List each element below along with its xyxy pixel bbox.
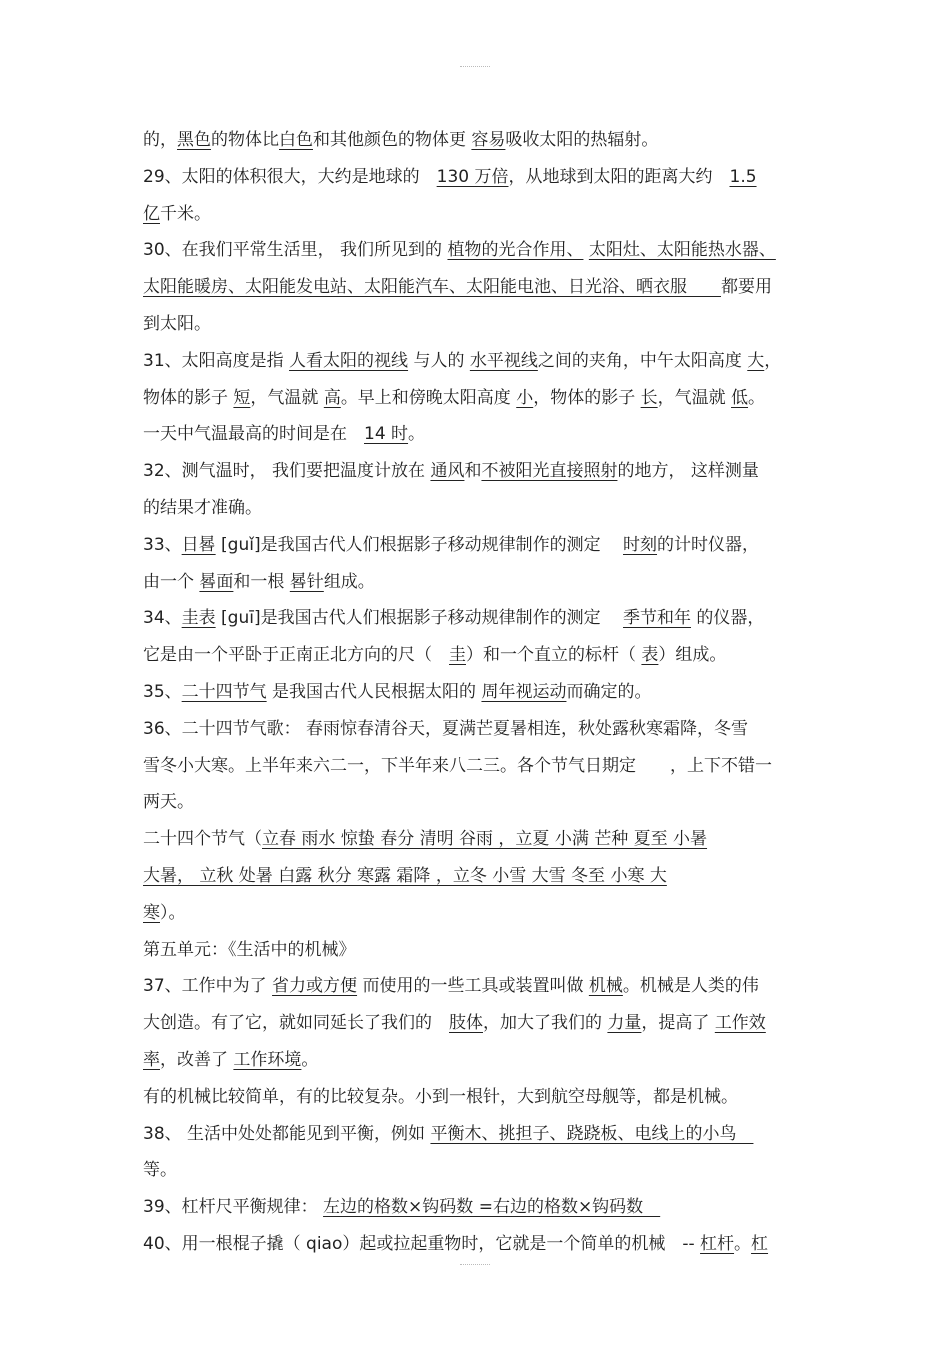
text-line — [143, 564, 807, 601]
text-line — [143, 1042, 807, 1079]
plain-text: 而确定的。 — [566, 681, 652, 702]
header-dots — [460, 66, 490, 69]
footer-dots — [460, 1264, 490, 1267]
plain-text: ，提高了 — [641, 1013, 715, 1034]
document-body — [143, 122, 807, 1263]
plain-text: 35、 — [143, 681, 182, 702]
line-text — [143, 1197, 660, 1217]
answer-text: 省力或方便 — [272, 976, 358, 997]
plain-text: ）和一个直立的标杆（ — [466, 645, 642, 666]
answer-text: 工作环境 — [233, 1049, 302, 1070]
answer-text: 机械 — [588, 976, 623, 997]
answer-text: 长 — [640, 387, 658, 408]
answer-text: 太阳灶、太阳能热水器、 — [588, 240, 776, 261]
answer-text: 植物的光合作用、 — [447, 240, 584, 261]
plain-text: 30、在我们平常生活里， 我们所见到的 — [143, 240, 448, 261]
answer-text: 亿 — [143, 203, 160, 224]
answer-text: 圭 — [449, 645, 466, 666]
plain-text: 和其他颜色的物体更 — [313, 130, 472, 150]
answer-text: 高 — [323, 387, 341, 408]
plain-text: 的计时仪器， — [657, 534, 760, 555]
plain-text: 的， — [143, 130, 177, 150]
answer-text: 130 万倍 — [436, 166, 509, 187]
plain-text: 的物体比 — [211, 130, 279, 150]
answer-text: 周年视运动 — [481, 681, 567, 702]
plain-text: ，加大了我们的 — [483, 1013, 608, 1034]
answer-text: 表 — [641, 645, 659, 666]
line-text — [143, 858, 667, 895]
answer-text: 率 — [143, 1049, 160, 1070]
text-line — [143, 968, 807, 1005]
text-line — [143, 748, 807, 785]
plain-text: 。 — [748, 387, 766, 408]
text-line — [143, 269, 807, 306]
plain-text: [guī]是我国古代人们根据影子移动规律制作的测定 — [215, 608, 624, 629]
plain-text: 。早上和傍晚太阳高度 — [340, 387, 517, 408]
text-line — [143, 1005, 807, 1042]
plain-text: 34、 — [143, 608, 182, 629]
answer-text: 季节和年 — [623, 608, 692, 629]
plain-text: 物体的影子 — [143, 387, 234, 408]
plain-text: ）。 — [160, 902, 186, 923]
answer-text: 人看太阳的视线 — [289, 350, 409, 371]
line-text — [143, 204, 211, 224]
text-line — [143, 674, 807, 711]
plain-text: 雪冬小大寒。上半年来六二一，下半年来八二三。各个节气日期定 ，上下不错一 — [143, 755, 772, 776]
plain-text: 37、工作中为了 — [143, 976, 273, 997]
plain-text: 38、 生活中处处都能见到平衡，例如 — [143, 1123, 431, 1144]
line-text — [143, 645, 726, 665]
answer-text: 杠杆 — [700, 1233, 735, 1254]
plain-text: 31、太阳高度是指 — [143, 350, 290, 371]
plain-text: 大创造。有了它，就如同延长了我们的 — [143, 1013, 449, 1034]
line-text — [143, 608, 764, 628]
plain-text: 一天中气温最高的时间是在 — [143, 424, 364, 445]
text-line — [143, 711, 807, 748]
plain-text: 它是由一个平卧于正南正北方向的尺（ — [143, 645, 449, 666]
plain-text: 的仪器， — [691, 608, 765, 629]
answer-text: 水平视线 — [469, 350, 538, 371]
text-line — [143, 821, 807, 858]
plain-text: 有的机械比较简单，有的比较复杂。小到一根针，大到航空母舰等，都是机械。 — [143, 1086, 738, 1107]
plain-text: ）组成。 — [658, 645, 727, 666]
plain-text: 等。 — [143, 1160, 177, 1181]
answer-text: 时刻 — [623, 534, 658, 555]
text-line — [143, 1116, 807, 1153]
text-line — [143, 637, 807, 674]
plain-text: 吸收太阳的热辐射。 — [505, 130, 659, 150]
answer-text: 大 — [747, 350, 765, 371]
text-line — [143, 122, 807, 159]
answer-text: 14 时 — [364, 424, 409, 445]
line-text — [143, 903, 186, 923]
line-text — [143, 1005, 766, 1042]
line-text — [143, 453, 759, 490]
line-text — [143, 940, 356, 960]
line-text — [143, 343, 781, 380]
text-line — [143, 416, 807, 453]
plain-text: 和 — [464, 461, 482, 482]
line-text — [143, 498, 262, 518]
answer-text: 晷面 — [199, 571, 234, 592]
answer-text: 日晷 — [181, 534, 216, 555]
plain-text: 第五单元：《生活中的机械》 — [143, 939, 356, 960]
plain-text: ，气温就 — [657, 387, 732, 408]
text-line — [143, 784, 807, 821]
line-text — [143, 1226, 768, 1263]
text-line — [143, 1226, 807, 1263]
answer-text: 平衡木、挑担子、跷跷板、电线上的小鸟 — [430, 1123, 754, 1144]
line-text — [143, 130, 658, 150]
answer-text: 1.5 — [729, 166, 757, 187]
answer-text: 太阳能暖房、太阳能发电站、太阳能汽车、太阳能电池、日光浴、晒衣服 — [143, 277, 721, 298]
line-text — [143, 821, 707, 858]
answer-text: 杠 — [751, 1233, 769, 1254]
plain-text: 。 — [734, 1233, 752, 1254]
plain-text: ，改善了 — [160, 1049, 234, 1070]
text-line — [143, 232, 807, 269]
answer-text: 力量 — [607, 1013, 642, 1034]
answer-text: 左边的格数×钩码数 =右边的格数×钩码数 — [323, 1197, 661, 1218]
line-text — [143, 1087, 738, 1107]
plain-text: ， — [764, 350, 782, 371]
answer-text: 大暑， 立秋 处暑 白露 秋分 寒露 霜降 ，立冬 小雪 大雪 冬至 小寒 大 — [143, 865, 667, 886]
line-text — [143, 1050, 318, 1070]
plain-text: 29、太阳的体积很大，大约是地球的 — [143, 166, 437, 187]
line-text — [143, 1124, 753, 1144]
text-line — [143, 527, 807, 564]
answer-text: 通风 — [430, 461, 465, 482]
text-line — [143, 1079, 807, 1116]
text-line — [143, 343, 807, 380]
text-line — [143, 380, 807, 417]
answer-text: 不被阳光直接照射 — [481, 461, 618, 482]
plain-text: ，物体的影子 — [533, 387, 641, 408]
plain-text: 与人的 — [408, 350, 470, 371]
plain-text: 。 — [408, 424, 426, 445]
answer-text: 立春 雨水 惊蛰 春分 清明 谷雨 ，立夏 小满 芒种 夏至 小暑 — [262, 829, 708, 850]
plain-text: 。 — [301, 1049, 319, 1070]
text-line — [143, 932, 807, 969]
line-text — [143, 968, 759, 1005]
text-line — [143, 196, 807, 233]
line-text — [143, 314, 211, 334]
plain-text: 组成。 — [323, 571, 375, 592]
plain-text: 39、杠杆尺平衡规律： — [143, 1197, 324, 1218]
answer-text: 白色 — [279, 130, 313, 150]
plain-text: 。机械是人类的伟 — [622, 976, 759, 997]
plain-text: 36、二十四节气歌： 春雨惊春清谷天，夏满芒夏暑相连，秋处露秋寒霜降，冬雪 — [143, 718, 749, 739]
line-text — [143, 269, 772, 306]
plain-text: 的地方， 这样测量 — [617, 461, 759, 482]
answer-text: 二十四节气 — [181, 681, 267, 702]
plain-text: 40、用一根棍子撬（ qiao）起或拉起重物时，它就是一个简单的机械 -- — [143, 1233, 701, 1254]
text-line — [143, 895, 807, 932]
plain-text: 33、 — [143, 534, 182, 555]
answer-text: 小 — [516, 387, 534, 408]
plain-text: 32、测气温时， 我们要把温度计放在 — [143, 461, 431, 482]
answer-text: 晷针 — [289, 571, 324, 592]
text-line — [143, 306, 807, 343]
plain-text: 都要用 — [721, 277, 772, 298]
answer-text: 肢体 — [449, 1013, 483, 1034]
line-text — [143, 232, 776, 269]
text-line — [143, 453, 807, 490]
plain-text: ，气温就 — [250, 387, 324, 408]
line-text — [143, 535, 759, 555]
answer-text: 工作效 — [714, 1013, 766, 1034]
plain-text: 由一个 — [143, 571, 200, 592]
plain-text: 千米。 — [160, 203, 211, 224]
answer-text: 低 — [731, 387, 749, 408]
line-text — [143, 1160, 177, 1180]
line-text — [143, 380, 765, 417]
plain-text: 是我国古代人民根据太阳的 — [266, 681, 482, 702]
line-text — [143, 748, 772, 785]
line-text — [143, 711, 748, 748]
line-text — [143, 424, 425, 444]
answer-text: 黑色 — [177, 130, 211, 150]
text-line — [143, 490, 807, 527]
plain-text: 而使用的一些工具或装置叫做 — [357, 976, 589, 997]
line-text — [143, 167, 757, 187]
text-line — [143, 858, 807, 895]
plain-text: ，从地球到太阳的距离大约 — [508, 166, 730, 187]
answer-text: 圭表 — [181, 608, 216, 629]
plain-text: 之间的夹角，中午太阳高度 — [537, 350, 748, 371]
line-text — [143, 682, 651, 702]
plain-text: 的结果才准确。 — [143, 497, 262, 518]
plain-text: 两天。 — [143, 792, 194, 813]
text-line — [143, 600, 807, 637]
answer-text: 容易 — [471, 130, 506, 150]
text-line — [143, 1189, 807, 1226]
answer-text: 短 — [233, 387, 251, 408]
text-line — [143, 159, 807, 196]
plain-text: 到太阳。 — [143, 313, 211, 334]
text-line — [143, 1152, 807, 1189]
plain-text: 和一根 — [233, 571, 290, 592]
line-text — [143, 572, 375, 592]
line-text — [143, 792, 194, 812]
plain-text: [guǐ]是我国古代人们根据影子移动规律制作的测定 — [215, 534, 624, 555]
answer-text: 寒 — [143, 902, 160, 923]
plain-text: 二十四个节气（ — [143, 829, 262, 850]
